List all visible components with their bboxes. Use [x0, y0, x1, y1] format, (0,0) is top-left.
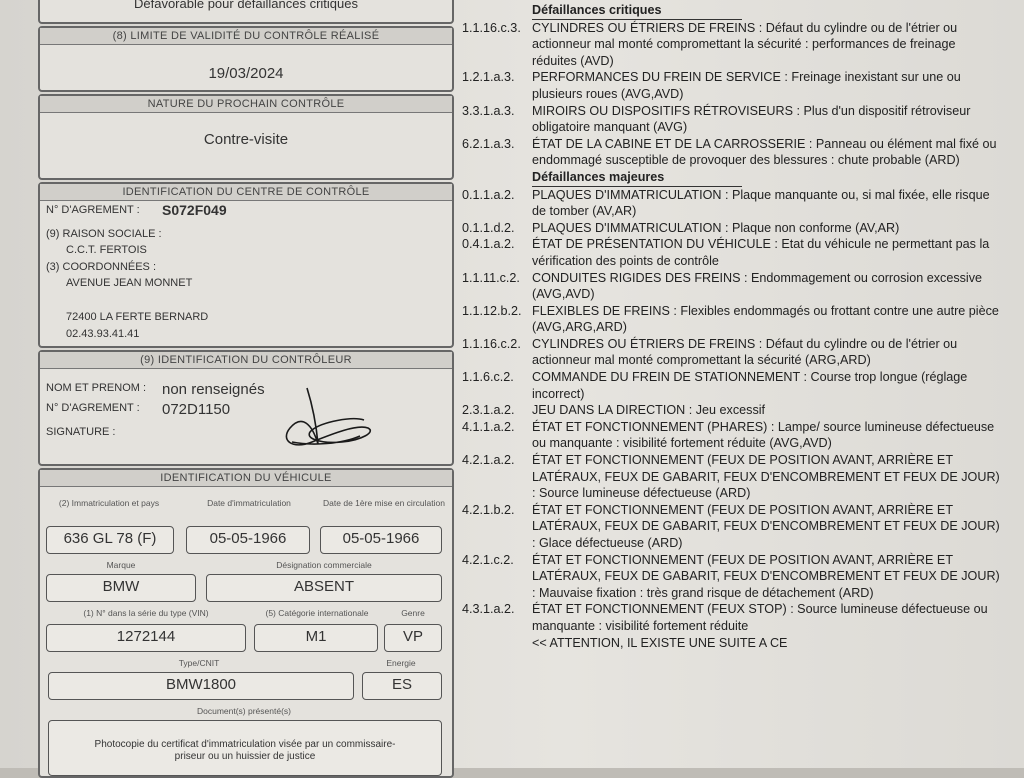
genre-field: VP: [384, 624, 442, 652]
defect-code: 0.1.1.d.2.: [462, 220, 515, 235]
controller-name-label: NOM ET PRENOM :: [46, 382, 147, 394]
major-title: Défaillances majeures: [532, 169, 742, 187]
defect-code: 4.1.1.a.2.: [462, 419, 515, 434]
continuation-notice: << ATTENTION, IL EXISTE UNE SUITE A CE: [532, 635, 788, 650]
defect-code: 0.4.1.a.2.: [462, 237, 515, 252]
next-control-value: Contre-visite: [203, 131, 289, 148]
defect-row: [462, 69, 1002, 102]
defect-text: ÉTAT ET FONCTIONNEMENT (FEUX DE POSITION AVANT, ARRIÈRE ET LATÉRAUX, FEUX DE GABARIT, FEUX D'ENCOMBREMENT ET FEUX DE JOUR) : Mauvaise fixation : très grand risque de détachement (ARD): [532, 552, 1000, 600]
defect-code: 1.1.16.c.2.: [462, 336, 521, 351]
defect-row: [462, 336, 1002, 369]
marque-label: Marque: [106, 560, 136, 570]
cat-label: (5) Catégorie internationale: [265, 608, 369, 618]
defect-text: CYLINDRES OU ÉTRIERS DE FREINS : Défaut du cylindre ou de l'étrier ou actionneur mal monté compromettant la sécurité (ARG,ARD): [532, 336, 958, 368]
controller-box: [38, 350, 454, 466]
defect-row: [462, 452, 1002, 502]
center-header: IDENTIFICATION DU CENTRE DE CONTRÔLE: [40, 184, 452, 201]
defect-code: 4.2.1.a.2.: [462, 453, 515, 468]
defect-row: [462, 552, 1002, 602]
defect-text: ÉTAT ET FONCTIONNEMENT (PHARES) : Lampe/ source lumineuse défectueuse ou manquante : visibilité fortement réduite (AVG,AVD): [532, 419, 995, 451]
raison-label: (9) RAISON SOCIALE :: [46, 228, 162, 240]
immat-label: (2) Immatriculation et pays: [58, 498, 160, 508]
type-label: Type/CNIT: [178, 658, 220, 668]
immat-field: 636 GL 78 (F): [46, 526, 174, 554]
defect-row: [462, 502, 1002, 552]
next-control-box: [38, 94, 454, 180]
defect-row: [462, 187, 1002, 220]
defect-text: CYLINDRES OU ÉTRIERS DE FREINS : Défaut du cylindre ou de l'étrier ou actionneur mal monté compromettant la sécurité : performances de freinage réduites (AVD): [532, 20, 958, 68]
controller-agrement-label: N° D'AGREMENT :: [46, 402, 140, 414]
docs-field: Photocopie du certificat d'immatriculation visée par un commissaire-priseur ou un huissier de justice: [48, 720, 442, 776]
validity-date: 19/03/2024: [208, 65, 284, 82]
defect-code: 1.2.1.a.3.: [462, 70, 515, 85]
controller-header: (9) IDENTIFICATION DU CONTRÔLEUR: [40, 352, 452, 369]
critical-list: [462, 20, 1002, 169]
designation-field: ABSENT: [206, 574, 442, 602]
defect-text: ÉTAT DE LA CABINE ET DE LA CARROSSERIE : Panneau ou élément mal fixé ou endommagé susceptible de provoquer des blessures : chute probable (ARD): [532, 136, 997, 168]
center-agrement-label: N° D'AGREMENT :: [46, 204, 140, 216]
defect-text: JEU DANS LA DIRECTION : Jeu excessif: [532, 403, 766, 418]
defect-code: 1.1.12.b.2.: [462, 303, 522, 318]
defect-code: 6.2.1.a.3.: [462, 136, 515, 151]
defect-row: [462, 402, 1002, 419]
energie-field: ES: [362, 672, 442, 700]
defect-text: ÉTAT ET FONCTIONNEMENT (FEUX STOP) : Source lumineuse défectueuse ou manquante : visibilité fortement réduite: [532, 602, 988, 633]
defect-row: [462, 220, 1002, 237]
defect-code: 2.3.1.a.2.: [462, 403, 515, 418]
vehicle-header: IDENTIFICATION DU VÉHICULE: [40, 470, 452, 487]
signature-label: SIGNATURE :: [46, 426, 116, 438]
vin-label: (1) N° dans la série du type (VIN): [83, 608, 209, 618]
date-first-label: Date de 1ère mise en circulation: [323, 498, 445, 508]
defect-row: [462, 270, 1002, 303]
cat-field: M1: [254, 624, 378, 652]
result-box: [38, 0, 454, 24]
defect-row: [462, 369, 1002, 402]
signature-scribble: [272, 384, 382, 454]
next-control-header: NATURE DU PROCHAIN CONTRÔLE: [40, 96, 452, 113]
defect-text: PLAQUES D'IMMATRICULATION : Plaque manquante ou, si mal fixée, elle risque de tomber (AV,AR): [532, 187, 990, 219]
genre-label: Genre: [401, 608, 425, 618]
result-text: Défavorable pour défaillances critiques: [133, 0, 358, 11]
phone: 02.43.93.41.41: [66, 328, 140, 340]
defect-row: [462, 236, 1002, 269]
date-first-field: 05-05-1966: [320, 526, 442, 554]
defect-row: [462, 303, 1002, 336]
controller-name-value: non renseignés: [162, 381, 265, 398]
defect-row: [462, 103, 1002, 136]
address-line2: 72400 LA FERTE BERNARD: [66, 311, 209, 323]
validity-box: [38, 26, 454, 92]
defect-text: ÉTAT DE PRÉSENTATION DU VÉHICULE : Etat du véhicule ne permettant pas la vérification des points de contrôle: [532, 237, 990, 268]
designation-label: Désignation commerciale: [276, 560, 372, 570]
defect-code: 3.3.1.a.3.: [462, 103, 515, 118]
controller-agrement-value: 072D1150: [162, 401, 231, 418]
date-immat-label: Date d'immatriculation: [207, 498, 291, 508]
defect-code: 4.2.1.b.2.: [462, 502, 515, 517]
vehicle-box: [38, 468, 454, 778]
center-box: [38, 182, 454, 348]
defect-text: MIROIRS OU DISPOSITIFS RÉTROVISEURS : Plus d'un dispositif rétroviseur obligatoire manquant (AVG): [532, 103, 971, 135]
defect-row: [462, 419, 1002, 452]
defects-column: [462, 0, 1002, 768]
defect-text: CONDUITES RIGIDES DES FREINS : Endommagement ou corrosion excessive (AVG,AVD): [532, 270, 983, 302]
center-agrement-value: S072F049: [162, 202, 227, 218]
defect-text: ÉTAT ET FONCTIONNEMENT (FEUX DE POSITION AVANT, ARRIÈRE ET LATÉRAUX, FEUX DE GABARIT, FEUX D'ENCOMBREMENT ET FEUX DE JOUR) : Source lumineuse défectueuse (ARD): [532, 453, 1000, 501]
date-immat-field: 05-05-1966: [186, 526, 310, 554]
defect-text: COMMANDE DU FREIN DE STATIONNEMENT : Course trop longue (réglage incorrect): [532, 370, 968, 401]
defect-code: 1.1.11.c.2.: [462, 270, 520, 285]
defect-text: PLAQUES D'IMMATRICULATION : Plaque non conforme (AV,AR): [532, 220, 900, 235]
docs-label: Document(s) présenté(s): [196, 706, 291, 716]
defect-row: [462, 601, 1002, 634]
vin-field: 1272144: [46, 624, 246, 652]
defect-text: FLEXIBLES DE FREINS : Flexibles endommagés ou frottant contre une autre pièce (AVG,ARG,ARD): [532, 303, 999, 335]
defect-text: PERFORMANCES DU FREIN DE SERVICE : Freinage inexistant sur une ou plusieurs roues (AVG,AVD): [532, 70, 961, 101]
type-field: BMW1800: [48, 672, 354, 700]
defect-row: [462, 136, 1002, 169]
address-line1: AVENUE JEAN MONNET: [66, 277, 193, 289]
defect-text: ÉTAT ET FONCTIONNEMENT (FEUX DE POSITION AVANT, ARRIÈRE ET LATÉRAUX, FEUX DE GABARIT, FEUX D'ENCOMBREMENT ET FEUX DE JOUR) : Glace défectueuse (ARD): [532, 502, 1000, 550]
energie-label: Energie: [386, 658, 416, 668]
coord-label: (3) COORDONNÉES :: [46, 261, 157, 273]
defect-code: 4.3.1.a.2.: [462, 602, 515, 617]
defect-row: [462, 20, 1002, 70]
critical-title: Défaillances critiques: [532, 2, 742, 20]
defect-code: 0.1.1.a.2.: [462, 187, 515, 202]
major-list: [462, 187, 1002, 635]
marque-field: BMW: [46, 574, 196, 602]
validity-header: (8) LIMITE DE VALIDITÉ DU CONTRÔLE RÉALISÉ: [40, 28, 452, 45]
defect-code: 1.1.6.c.2.: [462, 370, 514, 385]
raison-value: C.C.T. FERTOIS: [66, 244, 147, 256]
defect-code: 1.1.16.c.3.: [462, 20, 521, 35]
defect-code: 4.2.1.c.2.: [462, 552, 514, 567]
left-column: [38, 0, 454, 768]
